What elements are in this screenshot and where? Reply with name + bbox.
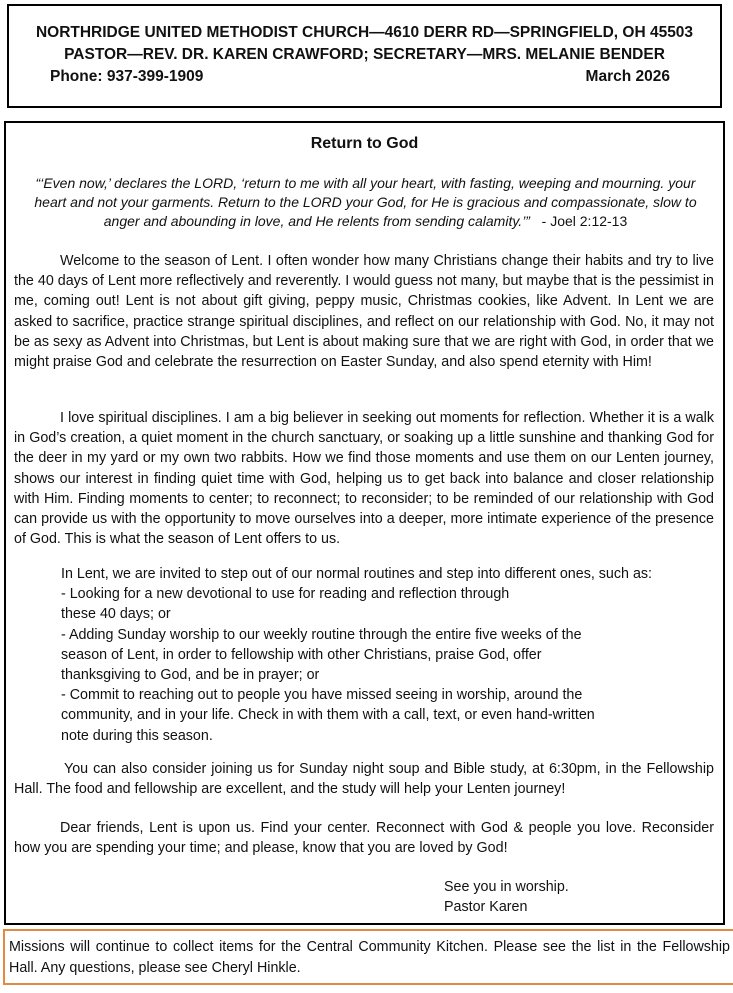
list-item: - Adding Sunday worship to our weekly routine through the entire five weeks of the season of Lent, in order to fellowship with other Christians, praise God, offer thanksgiving to God, and be in prayer; or bbox=[61, 626, 582, 684]
missions-notice bbox=[3, 929, 733, 985]
paragraph-soup-bible-study: You can also consider joining us for Sunday night soup and Bible study, at 6:30pm, in the Fellowship Hall. The food and fellowship are excellent, and the study will help your Lenten journey! bbox=[14, 761, 714, 798]
paragraph-welcome: Welcome to the season of Lent. I often wonder how many Christians change their habits and try to live the 40 days of Lent more reflectively and reverently. I would guess not many, but maybe that is the pessimist in me, coming out! Lent is not about gift giving, peppy music, Christmas cookies, like Advent. In Lent we are asked to sacrifice, practice strange spiritual disciplines, and reflect on our relationship with God. No, it may not be as sexy as Advent into Christmas, but Lent is about making sure that we are right with God, in order that we might praise God and celebrate the resurrection on Easter Sunday, and also spend eternity with Him! bbox=[14, 253, 714, 371]
closing-line: See you in worship. bbox=[444, 879, 569, 895]
signature-name: Pastor Karen bbox=[444, 899, 528, 916]
newsletter-header bbox=[7, 4, 722, 108]
scripture-quote-text: “‘Even now,’ declares the LORD, ‘return to me with all your heart, with fasting, weeping and mourning. your heart and not your garments. Return to the LORD your God, for He is gracious and compassionate, slow to anger and abounding in love, and He relents from sending calamity.’” bbox=[34, 175, 697, 229]
paragraph-disciplines: I love spiritual disciplines. I am a big believer in seeking out moments for reflection. Whether it is a walk in God’s creation, a quiet moment in the church sanctuary, or soaking up a little sunshine and thanking God for the deer in my yard or my own two rabbits. How we find those moments and use them on our Lenten journey, shows our interest in finding quiet time with God, helping us to get back into balance and closer relationship with Him. Finding moments to center; to reconnect; to reconsider; to be reminded of our relationship with God can provide us with the opportunity to move ourselves into a deeper, more intimate experience of the presence of God. This is what the season of Lent offers to us. bbox=[14, 410, 714, 548]
list-intro: In Lent, we are invited to step out of our normal routines and step into different ones, such as: bbox=[61, 566, 653, 582]
missions-text: Missions will continue to collect items for the Central Community Kitchen. Please see the list in the Fellowship Hall. Any questions, please see Cheryl Hinkle. bbox=[9, 939, 730, 976]
paragraph-closing: Dear friends, Lent is upon us. Find your center. Reconnect with God & people you love. Reconsider how you are spending your time; and please, know that you are loved by God! bbox=[14, 820, 714, 857]
list-item: - Looking for a new devotional to use for reading and reflection through these 40 days; or bbox=[61, 586, 510, 623]
pastor-article bbox=[4, 121, 725, 925]
pastor-secretary-line: PASTOR—REV. DR. KAREN CRAWFORD; SECRETARY—MRS. MELANIE BENDER bbox=[64, 46, 665, 63]
lent-suggestions-list bbox=[14, 564, 714, 746]
church-name-address: NORTHRIDGE UNITED METHODIST CHURCH—4610 DERR RD—SPRINGFIELD, OH 45503 bbox=[35, 24, 694, 41]
phone-number: Phone: 937-399-1909 bbox=[50, 68, 204, 85]
issue-date: March 2026 bbox=[585, 68, 670, 85]
list-item: - Commit to reaching out to people you have missed seeing in worship, around the community, and in your life. Check in with them with a call, text, or even hand-written note during this season. bbox=[61, 687, 595, 744]
scripture-reference: - Joel 2:12-13 bbox=[541, 213, 628, 229]
article-title: Return to God bbox=[310, 135, 419, 152]
signature-block bbox=[444, 877, 569, 917]
scripture-quote bbox=[24, 174, 707, 231]
